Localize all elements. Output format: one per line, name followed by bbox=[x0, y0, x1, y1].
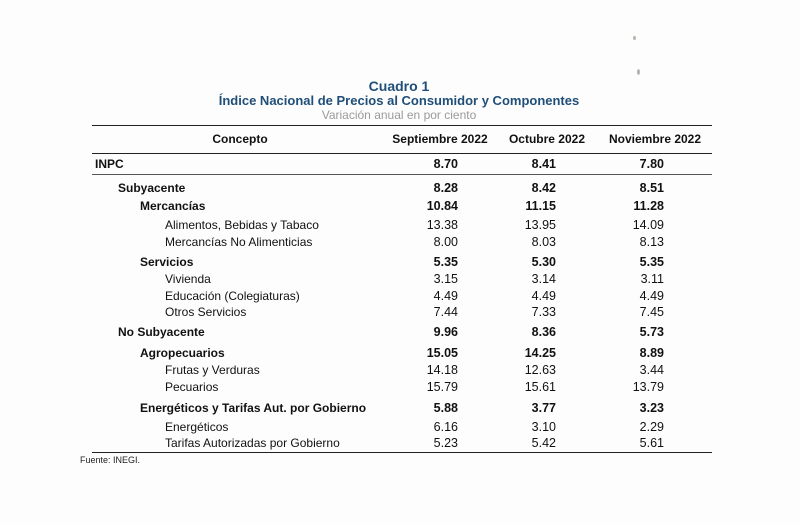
row-value: 8.89 bbox=[639, 346, 664, 360]
row-value: 2.29 bbox=[639, 420, 664, 434]
row-label: Vivienda bbox=[165, 272, 211, 286]
row-value: 5.30 bbox=[531, 255, 556, 269]
row-label: Otros Servicios bbox=[165, 305, 247, 319]
table-bottom-rule bbox=[92, 452, 712, 453]
row-value: 9.96 bbox=[433, 325, 458, 339]
row-value: 8.03 bbox=[531, 235, 556, 249]
table-row bbox=[0, 362, 800, 378]
row-value: 10.84 bbox=[426, 199, 458, 213]
row-value: 3.11 bbox=[640, 272, 664, 286]
row-value: 3.15 bbox=[433, 272, 458, 286]
column-header-concepto: Concepto bbox=[212, 132, 268, 146]
row-value: 5.73 bbox=[639, 325, 664, 339]
row-label: Alimentos, Bebidas y Tabaco bbox=[165, 218, 319, 232]
row-value: 8.42 bbox=[531, 181, 556, 195]
table-row bbox=[0, 271, 800, 287]
row-value: 4.49 bbox=[639, 289, 664, 303]
scan-mark bbox=[633, 36, 636, 40]
column-header-noviembre: Noviembre 2022 bbox=[608, 132, 702, 146]
scan-mark bbox=[637, 69, 640, 75]
row-label: Servicios bbox=[140, 255, 194, 269]
row-value: 3.77 bbox=[531, 401, 556, 415]
row-value: 15.05 bbox=[426, 346, 458, 360]
row-label: Agropecuarios bbox=[140, 346, 225, 360]
row-value: 6.16 bbox=[433, 420, 458, 434]
row-label: INPC bbox=[95, 157, 124, 171]
row-value: 8.13 bbox=[639, 235, 664, 249]
row-value: 3.23 bbox=[639, 401, 664, 415]
row-value: 8.51 bbox=[639, 181, 664, 195]
row-value: 5.23 bbox=[433, 436, 458, 450]
table-row bbox=[0, 254, 800, 270]
row-value: 5.61 bbox=[639, 436, 664, 450]
table-row bbox=[0, 400, 800, 416]
row-label: Tarifas Autorizadas por Gobierno bbox=[165, 436, 340, 450]
table-title: Índice Nacional de Precios al Consumidor y Componentes bbox=[218, 93, 580, 108]
row-label: Mercancías bbox=[140, 199, 206, 213]
row-value: 4.49 bbox=[531, 289, 556, 303]
row-value: 14.25 bbox=[524, 346, 556, 360]
row-value: 13.95 bbox=[524, 218, 556, 232]
row-value: 7.80 bbox=[639, 157, 664, 171]
row-value: 14.09 bbox=[632, 218, 664, 232]
row-value: 14.18 bbox=[426, 363, 458, 377]
row-value: 11.28 bbox=[633, 199, 664, 213]
row-value: 11.15 bbox=[525, 199, 556, 213]
row-value: 3.44 bbox=[639, 363, 664, 377]
row-value: 8.41 bbox=[531, 157, 556, 171]
column-header-septiembre: Septiembre 2022 bbox=[392, 132, 488, 146]
table-row bbox=[0, 180, 800, 196]
table-subtitle: Variación anual en por ciento bbox=[321, 108, 477, 122]
column-header-octubre: Octubre 2022 bbox=[508, 132, 586, 146]
table-row bbox=[0, 234, 800, 250]
row-value: 3.14 bbox=[531, 272, 556, 286]
row-value: 13.38 bbox=[426, 218, 458, 232]
row-value: 13.79 bbox=[632, 380, 664, 394]
table-number: Cuadro 1 bbox=[368, 78, 430, 94]
table-row bbox=[0, 435, 800, 451]
row-value: 8.70 bbox=[433, 157, 458, 171]
row-value: 8.36 bbox=[531, 325, 556, 339]
row-value: 15.79 bbox=[426, 380, 458, 394]
row-value: 7.45 bbox=[639, 305, 664, 319]
table-row bbox=[0, 379, 800, 395]
row-value: 3.10 bbox=[531, 420, 556, 434]
table-row bbox=[0, 217, 800, 233]
table-row bbox=[0, 198, 800, 214]
source-note: Fuente: INEGI. bbox=[80, 455, 141, 465]
row-value: 5.35 bbox=[639, 255, 664, 269]
inpc-bottom-rule bbox=[92, 174, 712, 175]
table-row bbox=[0, 345, 800, 361]
row-value: 15.61 bbox=[524, 380, 556, 394]
table-top-rule bbox=[92, 125, 712, 126]
row-value: 7.44 bbox=[433, 305, 458, 319]
row-value: 5.42 bbox=[531, 436, 556, 450]
table-row bbox=[0, 304, 800, 320]
row-label: No Subyacente bbox=[118, 325, 205, 339]
table-row bbox=[0, 288, 800, 304]
row-label: Energéticos bbox=[165, 420, 229, 434]
row-value: 5.88 bbox=[433, 401, 458, 415]
row-label: Pecuarios bbox=[165, 380, 219, 394]
row-value: 7.33 bbox=[531, 305, 556, 319]
table-row bbox=[0, 156, 800, 172]
row-value: 12.63 bbox=[524, 363, 556, 377]
row-value: 8.00 bbox=[433, 235, 458, 249]
table-row bbox=[0, 419, 800, 435]
row-label: Educación (Colegiaturas) bbox=[165, 289, 300, 303]
row-value: 5.35 bbox=[433, 255, 458, 269]
row-label: Mercancías No Alimenticias bbox=[165, 235, 313, 249]
row-label: Subyacente bbox=[118, 181, 186, 195]
row-value: 8.28 bbox=[433, 181, 458, 195]
header-bottom-rule bbox=[92, 153, 712, 154]
row-value: 4.49 bbox=[433, 289, 458, 303]
row-label: Frutas y Verduras bbox=[165, 363, 260, 377]
row-label: Energéticos y Tarifas Aut. por Gobierno bbox=[140, 401, 367, 415]
table-row bbox=[0, 324, 800, 340]
